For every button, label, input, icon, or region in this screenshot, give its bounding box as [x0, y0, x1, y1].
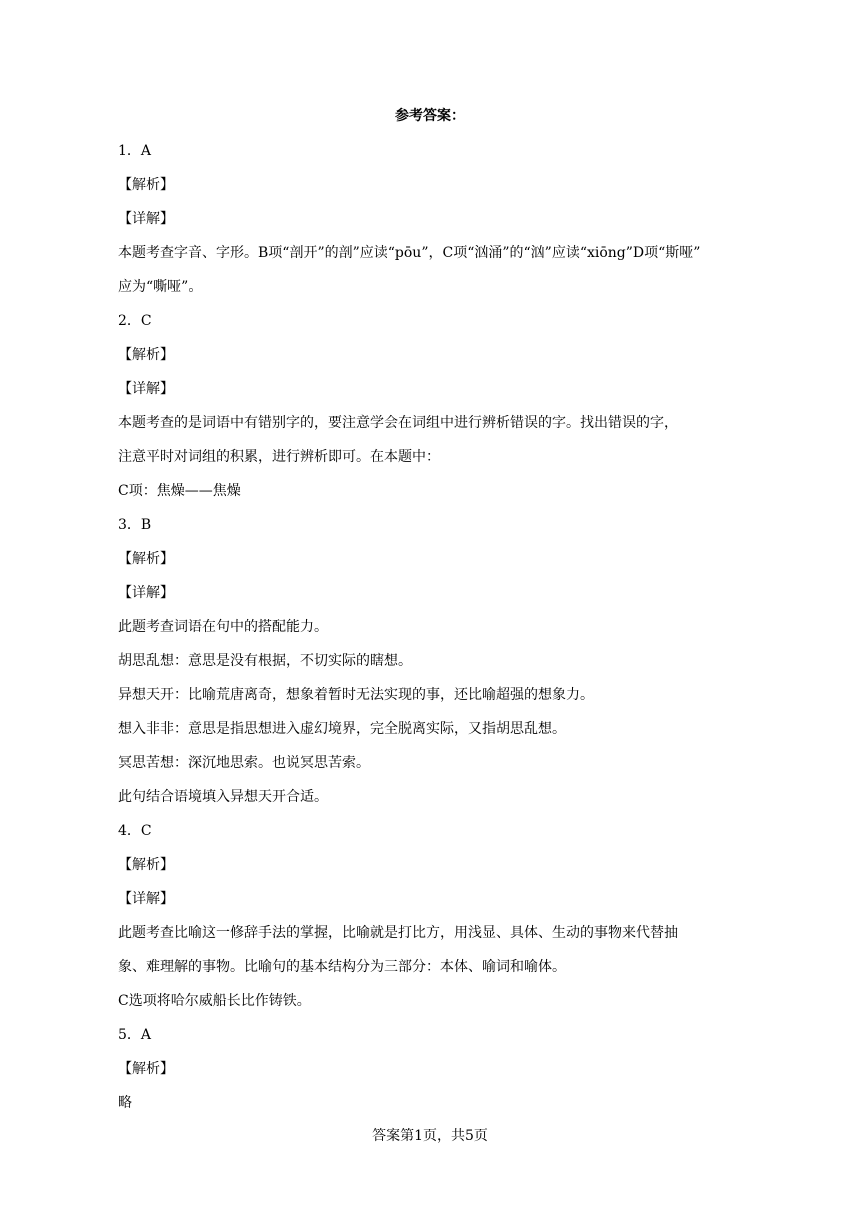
detail-heading: 【详解】 [118, 891, 174, 907]
detail-heading: 【详解】 [118, 211, 174, 227]
explanation-line: 此题考查词语在句中的搭配能力。 [118, 619, 328, 635]
explanation-line: 略 [118, 1095, 132, 1111]
answer-content [118, 134, 742, 1120]
analysis-heading: 【解析】 [118, 1061, 174, 1077]
explanation-line: 此题考查比喻这一修辞手法的掌握，比喻就是打比方，用浅显、具体、生动的事物来代替抽 [118, 925, 678, 941]
explanation-line: 应为“嘶哑”。 [118, 279, 203, 295]
analysis-heading: 【解析】 [118, 347, 174, 363]
explanation-line: C项：焦燥——焦燥 [118, 483, 241, 499]
answer-number: 4．C [118, 823, 152, 839]
analysis-heading: 【解析】 [118, 551, 174, 567]
answer-number: 1．A [118, 143, 152, 159]
explanation-line: C选项将哈尔威船长比作铸铁。 [118, 993, 311, 1009]
analysis-heading: 【解析】 [118, 857, 174, 873]
explanation-line: 象、难理解的事物。比喻句的基本结构分为三部分：本体、喻词和喻体。 [118, 959, 566, 975]
detail-heading: 【详解】 [118, 585, 174, 601]
answer-number: 3．B [118, 517, 152, 533]
explanation-line: 本题考查的是词语中有错别字的，要注意学会在词组中进行辨析错误的字。找出错误的字， [118, 415, 678, 431]
explanation-line: 胡思乱想：意思是没有根据，不切实际的瞎想。 [118, 653, 412, 669]
explanation-line: 注意平时对词组的积累，进行辨析即可。在本题中： [118, 449, 440, 465]
explanation-line: 冥思苦想：深沉地思索。也说冥思苦索。 [118, 755, 370, 771]
page-title: 参考答案： [395, 108, 465, 124]
analysis-heading: 【解析】 [118, 177, 174, 193]
detail-heading: 【详解】 [118, 381, 174, 397]
explanation-line: 想入非非：意思是指思想进入虚幻境界，完全脱离实际，又指胡思乱想。 [118, 721, 566, 737]
explanation-line: 异想天开：比喻荒唐离奇，想象着暂时无法实现的事，还比喻超强的想象力。 [118, 687, 594, 703]
answer-number: 2．C [118, 313, 152, 329]
explanation-line: 本题考查字音、字形。B项“剖开”的剖”应读“pōu”，C项“汹涌”的“汹”应读“xiōng”D项“斯哑” [118, 245, 701, 261]
page-footer: 答案第1页，共5页 [372, 1128, 488, 1144]
explanation-line: 此句结合语境填入异想天开合适。 [118, 789, 328, 805]
answer-number: 5．A [118, 1027, 152, 1043]
